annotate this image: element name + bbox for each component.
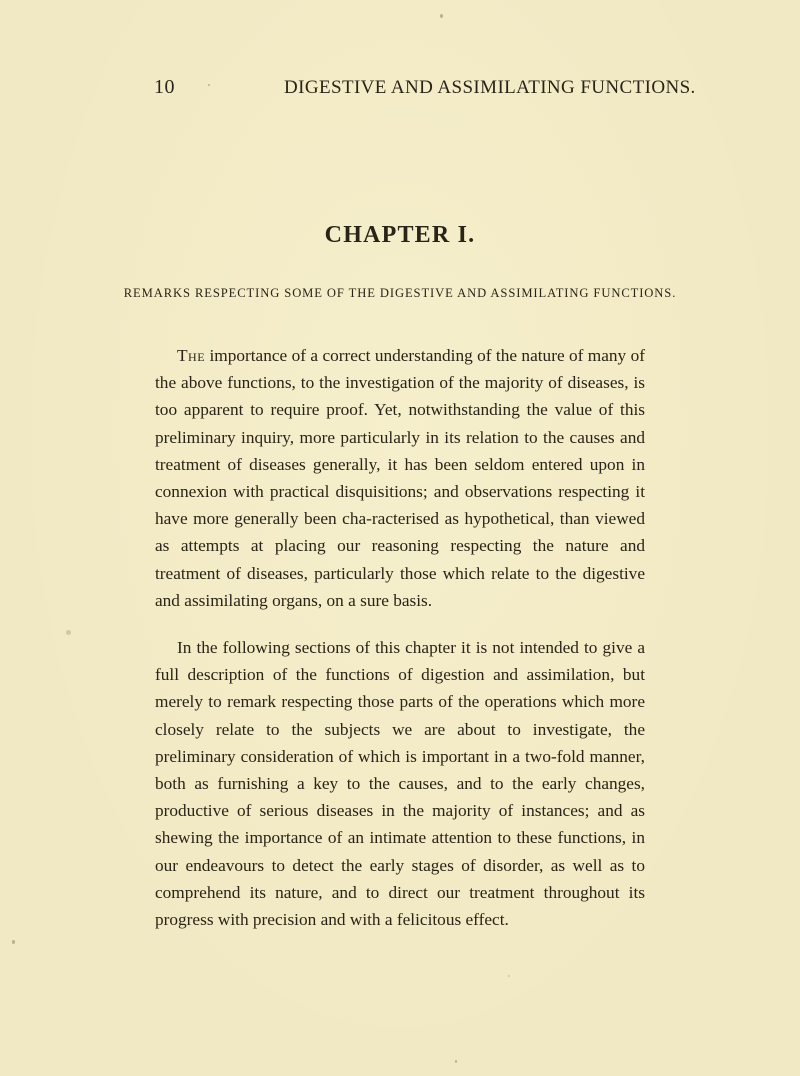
paper-speck	[455, 1060, 457, 1063]
running-head	[154, 76, 696, 102]
paragraph-2	[155, 634, 645, 933]
body-text	[155, 342, 645, 933]
page-number: 10	[154, 76, 175, 98]
paragraph-1	[155, 342, 645, 614]
chapter-title: CHAPTER I.	[324, 222, 476, 248]
paper-speck	[12, 940, 15, 944]
paper-speck	[440, 14, 443, 18]
running-title: DIGESTIVE AND ASSIMILATING FUNCTIONS.	[284, 77, 696, 98]
paper-speck	[208, 84, 210, 86]
paragraph-1-lead: The	[177, 346, 206, 365]
paper-speck	[66, 630, 71, 635]
paragraph-1-text: importance of a correct understanding of the nature of many of the above functions, to the investigation of the majority of diseases, is too apparent to require proof. Yet, notwithstanding the value of this preliminary inquiry, more particularly in its relation to the causes and treatment of diseases generally, it has been seldom entered upon in connexion with practical disquisitions; and observations respecting it have more generally been cha-racterised as hypothetical, than viewed as attempts at placing our reasoning respecting the nature and treatment of diseases, particularly those which relate to the digestive and assimilating organs, on a sure basis.	[155, 346, 645, 610]
paragraph-2-text: In the following sections of this chapter it is not intended to give a full description of the functions of digestion and assimilation, but merely to remark respecting those parts of the operations which more closely relate to the subjects we are about to investigate, the preliminary consideration of which is important in a two-fold manner, both as furnishing a key to the causes, and to the early changes, productive of serious diseases in the majority of instances; and as shewing the importance of an intimate attention to these functions, in our endeavours to detect the early stages of disorder, as well as to comprehend its nature, and to direct our treatment throughout its progress with precision and with a felicitous effect.	[155, 638, 645, 930]
chapter-subtitle: REMARKS RESPECTING SOME OF THE DIGESTIVE AND ASSIMILATING FUNCTIONS.	[123, 286, 677, 300]
paper-speck	[508, 975, 510, 977]
